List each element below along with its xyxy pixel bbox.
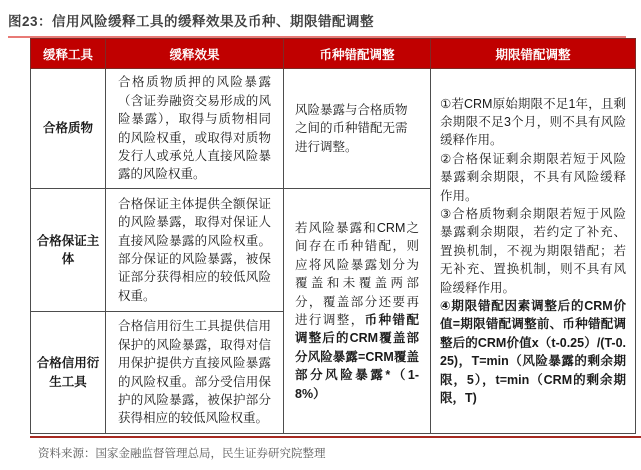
cell-currency-collateral: 风险暴露与合格质物之间的币种错配无需进行调整。 [284, 69, 431, 189]
table-row [31, 69, 636, 189]
cell-effect-derivative: 合格信用衍生工具提供信用保护的风险暴露，取得对信用保护提供方直接风险暴露的风险权重。部分受信用保护的风险暴露，被保护部分获得相应的较低风险权重。 [106, 312, 284, 434]
bottom-divider [30, 436, 641, 438]
cell-tool-derivative: 合格信用衍生工具 [31, 312, 106, 434]
figure-title-block [8, 10, 626, 38]
header-mitigation-effect: 缓释效果 [106, 39, 284, 69]
cell-maturity-merged: ①若CRM原始期限不足1年，且剩余期限不足3个月，则不具有风险缓释作用。 ②合格保证剩余期限若短于风险暴露剩余期限，不具有风险缓释作用。 ③合格质物剩余期限若短于风险暴露剩余期限，若约定了补充、置换机制，不视为期限错配；若无补充、置换机制，则不具有风险缓释作用。 ④期限错配因素调整后的CRM价值=期限错配调整前、币种错配调整后的CRM价值x（t-0.25）/(T-0.25)，T=min（风险暴露的剩余期限，5），t=min（CRM的剩余期限，T) [431, 69, 636, 434]
cell-effect-collateral: 合格质物质押的风险暴露（含证券融资交易形成的风险暴露），取得与质物相同的风险权重，或取得对质物发行人或承兑人直接风险暴露的风险权重。 [106, 69, 284, 189]
crm-adjustment-table [30, 38, 636, 434]
cell-tool-guarantor: 合格保证主体 [31, 189, 106, 312]
cell-tool-collateral: 合格质物 [31, 69, 106, 189]
header-maturity-mismatch: 期限错配调整 [431, 39, 636, 69]
cell-currency-merged: 若风险暴露和CRM之间存在币种错配，则应将风险暴露划分为覆盖和未覆盖两部分，覆盖部分还要再进行调整，币种错配调整后的CRM覆盖部分风险暴露=CRM覆盖部分风险暴露*（1-8%） [284, 189, 431, 434]
header-mitigation-tool: 缓释工具 [31, 39, 106, 69]
header-currency-mismatch: 币种错配调整 [284, 39, 431, 69]
source-note: 资料来源：国家金融监督管理总局，民生证券研究院整理 [38, 448, 326, 460]
cell-effect-guarantor: 合格保证主体提供全额保证的风险暴露，取得对保证人直接风险暴露的风险权重。部分保证的风险暴露，被保证部分获得相应的较低风险权重。 [106, 189, 284, 312]
table-header-row [31, 39, 636, 69]
figure-title: 图23：信用风险缓释工具的缓释效果及币种、期限错配调整 [8, 14, 375, 29]
